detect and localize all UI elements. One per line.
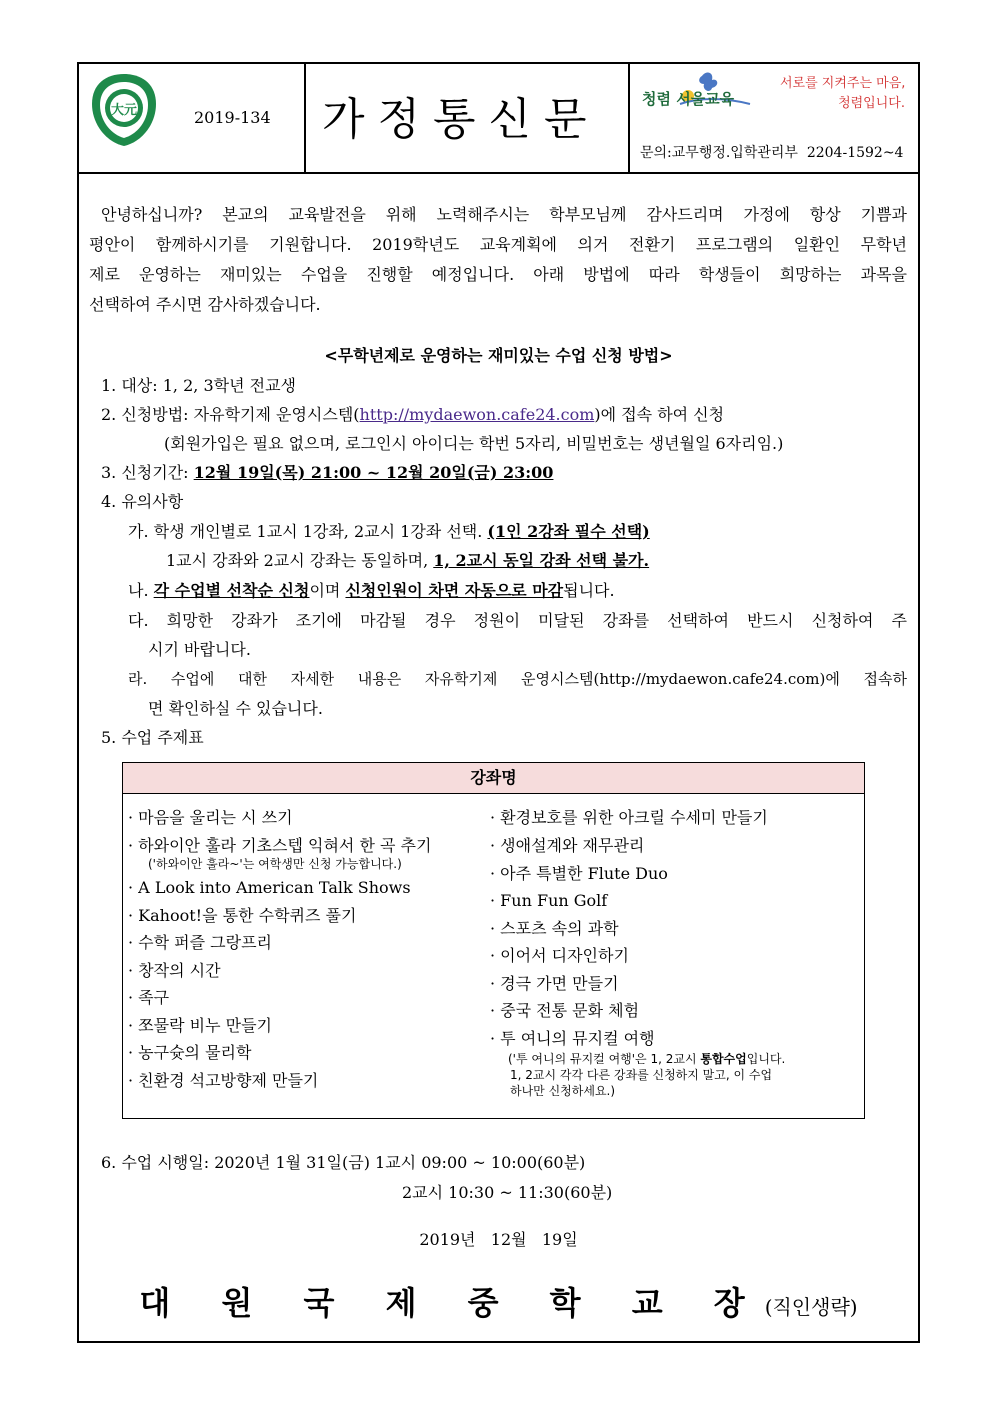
note-da-line1: 다. 희망한 강좌가 조기에 마감될 경우 정원이 미달된 강좌를 선택하여 반드시 신청하여 주 — [128, 611, 907, 630]
note-ga-prefix: 가. 학생 개인별로 1교시 1강좌, 2교시 1강좌 선택. — [128, 522, 488, 541]
list-item: · 스포츠 속의 과학 — [490, 919, 619, 938]
schedule-line1: 6. 수업 시행일: 2020년 1월 31일(금) 1교시 09:00 ~ 10:00(60분) — [101, 1153, 586, 1172]
list-item: · 중국 전통 문화 체험 — [490, 1001, 640, 1020]
list-item: · Fun Fun Golf — [490, 891, 608, 910]
item-method — [101, 400, 724, 430]
list-item: · 친환경 석고방향제 만들기 — [128, 1071, 319, 1090]
header-divider — [77, 172, 920, 174]
list-item: · 농구슛의 물리학 — [128, 1043, 252, 1062]
note-na-emph2: 신청인원이 차면 자동으로 마감 — [345, 581, 564, 600]
list-item: · 경극 가면 만들기 — [490, 974, 619, 993]
list-item: · 족구 — [128, 988, 170, 1007]
note-na-suffix: 됩니다. — [563, 581, 615, 600]
principal-signature — [77, 1278, 920, 1324]
course-list-right — [490, 808, 860, 1099]
page-title: 가정통신문 — [322, 94, 600, 145]
intro-line-1: 안녕하십니까? 본교의 교육발전을 위해 노력해주시는 학부모님께 감사드리며 가정에 항상 기쁨과 — [101, 205, 907, 224]
topics-title: 5. 수업 주제표 — [101, 728, 204, 747]
list-item: · 하와이안 훌라 기초스텝 익혀서 한 곡 추기 — [128, 836, 432, 855]
intro-line-4: 선택하여 주시면 감사하겠습니다. — [89, 295, 321, 314]
list-item: · 쪼물락 비누 만들기 — [128, 1016, 272, 1035]
list-item: · 환경보호를 위한 아크릴 수세미 만들기 — [490, 808, 768, 827]
schedule-line2: 2교시 10:30 ~ 11:30(60분) — [402, 1183, 613, 1202]
header-col-divider-1 — [304, 62, 306, 173]
right-note-line3: 하나만 신청하세요.) — [510, 1084, 616, 1098]
course-list-left — [128, 808, 488, 1099]
slogan-right-line1: 서로를 지켜주는 마음, — [780, 76, 906, 91]
right-note-prefix: ('투 여니의 뮤지컬 여행'은 1, 2교시 — [508, 1052, 701, 1066]
list-item: · 창작의 시간 — [128, 961, 221, 980]
header-col-divider-2 — [628, 62, 630, 173]
school-emblem-icon — [86, 70, 162, 150]
list-item: · 아주 특별한 Flute Duo — [490, 864, 668, 883]
list-item: · 생애설계와 재무관리 — [490, 836, 645, 855]
period-value: 12월 19일(목) 21:00 ~ 12월 20일(금) 23:00 — [193, 463, 554, 482]
course-table-header: 강좌명 — [123, 763, 864, 794]
system-link[interactable]: http://mydaewon.cafe24.com — [359, 405, 595, 424]
right-note-emph: 통합수업 — [700, 1052, 747, 1066]
note-na-prefix: 나. — [128, 581, 154, 600]
note-ga — [128, 517, 650, 547]
note-da-line2: 시기 바랍니다. — [148, 640, 251, 659]
notes-title: 4. 유의사항 — [101, 492, 184, 511]
method-suffix: )에 접속 하여 신청 — [594, 405, 725, 424]
list-item: · 투 여니의 뮤지컬 여행 — [490, 1029, 655, 1048]
left-note: ('하와이안 훌라~'는 여학생만 신청 가능합니다.) — [148, 857, 402, 871]
emblem-text: 大元 — [110, 103, 138, 118]
method-prefix: 2. 신청방법: 자유학기제 운영시스템( — [101, 405, 360, 424]
note-na — [128, 576, 615, 606]
list-item: · 마음을 울리는 시 쓰기 — [128, 808, 293, 827]
list-item: · 수학 퍼즐 그랑프리 — [128, 933, 272, 952]
doc-number: 2019-134 — [194, 108, 271, 127]
intro-paragraph — [89, 200, 907, 320]
slogan-right-line2: 청렴입니다. — [838, 96, 905, 111]
item-target: 1. 대상: 1, 2, 3학년 전교생 — [101, 376, 296, 395]
note-ra-line2: 면 확인하실 수 있습니다. — [148, 699, 323, 718]
note-ga-line2 — [166, 546, 649, 576]
note-na-mid: 이며 — [309, 581, 346, 600]
note-ga-emph: (1인 2강좌 필수 선택) — [487, 522, 650, 541]
seal-note: (직인생략) — [764, 1295, 858, 1319]
section-title: <무학년제로 운영하는 재미있는 수업 신청 방법> — [324, 346, 673, 365]
item-period — [101, 458, 553, 488]
list-item: · Kahoot!을 통한 수학퀴즈 풀기 — [128, 906, 357, 925]
period-prefix: 3. 신청기간: — [101, 463, 194, 482]
principal-name: 대 원 국 제 중 학 교 장 — [139, 1284, 765, 1322]
contact-info: 문의:교무행정.입학관리부 2204-1592~4 — [640, 145, 904, 161]
note-ga2-emph: 1, 2교시 동일 강좌 선택 불가. — [433, 551, 650, 570]
issue-date: 2019년 12월 19일 — [419, 1230, 578, 1249]
note-ra-line1: 라. 수업에 대한 자세한 내용은 자유학기제 운영시스템(http://mydaewon.cafe24.com)에 접속하 — [128, 670, 907, 688]
method-note: (회원가입은 필요 없으며, 로그인시 아이디는 학번 5자리, 비밀번호는 생년월일 6자리임.) — [164, 434, 784, 453]
right-note-suffix: 입니다. — [746, 1052, 786, 1066]
right-note-line1 — [490, 1051, 860, 1067]
intro-line-3: 제로 운영하는 재미있는 수업을 진행할 예정입니다. 아래 방법에 따라 학생들이 희망하는 과목을 — [89, 265, 907, 284]
list-item: · 이어서 디자인하기 — [490, 946, 629, 965]
note-ga2-prefix: 1교시 강좌와 2교시 강좌는 동일하며, — [166, 551, 434, 570]
note-na-emph1: 각 수업별 선착순 신청 — [153, 581, 310, 600]
list-item: · A Look into American Talk Shows — [128, 878, 411, 897]
slogan-left: 청렴 서울교육 — [642, 90, 735, 108]
intro-line-2: 평안이 함께하시기를 기원합니다. 2019학년도 교육계획에 의거 전환기 프로그램의 일환인 무학년 — [89, 235, 907, 254]
right-note-line2: 1, 2교시 각각 다른 강좌를 신청하지 말고, 이 수업 — [510, 1068, 773, 1082]
